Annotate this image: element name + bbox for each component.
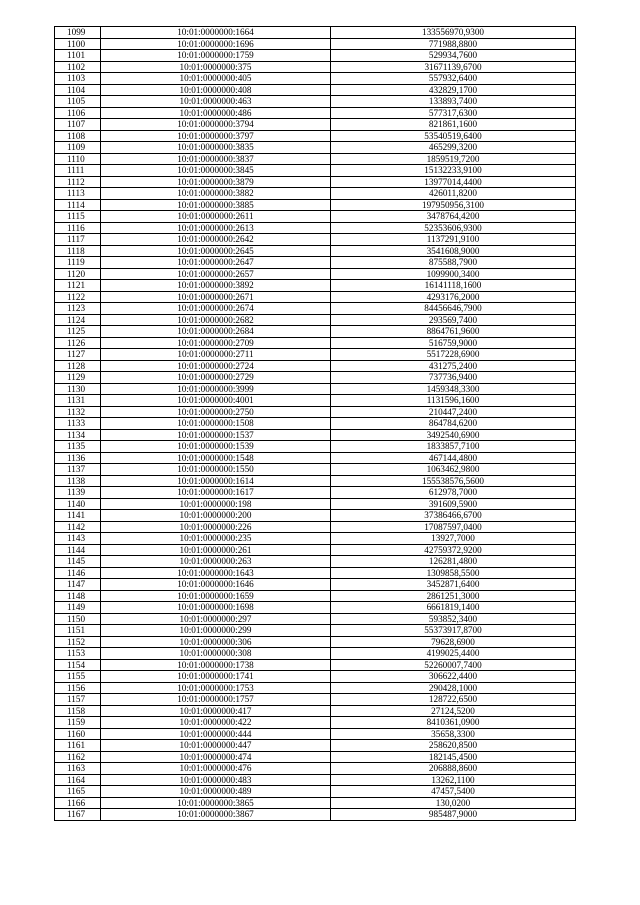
cadastral-number-cell: 10:01:0000000:417 — [101, 705, 331, 717]
row-number-cell: 1110 — [55, 153, 101, 165]
amount-cell: 293569,7400 — [331, 314, 576, 326]
row-number-cell: 1109 — [55, 142, 101, 154]
row-number-cell: 1118 — [55, 245, 101, 257]
cadastral-number-cell: 10:01:0000000:2750 — [101, 406, 331, 418]
row-number-cell: 1107 — [55, 119, 101, 131]
row-number-cell: 1145 — [55, 556, 101, 568]
table-row — [55, 510, 576, 522]
table-row — [55, 337, 576, 349]
table-row — [55, 280, 576, 292]
cadastral-number-cell: 10:01:0000000:3892 — [101, 280, 331, 292]
row-number-cell: 1130 — [55, 383, 101, 395]
cadastral-number-cell: 10:01:0000000:297 — [101, 613, 331, 625]
row-number-cell: 1133 — [55, 418, 101, 430]
amount-cell: 258620,8500 — [331, 740, 576, 752]
amount-cell: 206888,8600 — [331, 763, 576, 775]
amount-cell: 3478764,4200 — [331, 211, 576, 223]
row-number-cell: 1164 — [55, 774, 101, 786]
amount-cell: 391609,5900 — [331, 498, 576, 510]
table-row — [55, 130, 576, 142]
row-number-cell: 1156 — [55, 682, 101, 694]
row-number-cell: 1115 — [55, 211, 101, 223]
cadastral-number-cell: 10:01:0000000:3794 — [101, 119, 331, 131]
cadastral-number-cell: 10:01:0000000:4001 — [101, 395, 331, 407]
table-row — [55, 27, 576, 39]
cadastral-number-cell: 10:01:0000000:405 — [101, 73, 331, 85]
cadastral-number-cell: 10:01:0000000:3882 — [101, 188, 331, 200]
row-number-cell: 1129 — [55, 372, 101, 384]
cadastral-number-cell: 10:01:0000000:463 — [101, 96, 331, 108]
cadastral-number-cell: 10:01:0000000:3879 — [101, 176, 331, 188]
amount-cell: 985487,9000 — [331, 809, 576, 821]
table-row — [55, 498, 576, 510]
row-number-cell: 1139 — [55, 487, 101, 499]
amount-cell: 737736,9400 — [331, 372, 576, 384]
amount-cell: 1309858,5500 — [331, 567, 576, 579]
row-number-cell: 1131 — [55, 395, 101, 407]
amount-cell: 557932,6400 — [331, 73, 576, 85]
row-number-cell: 1151 — [55, 625, 101, 637]
table-row — [55, 717, 576, 729]
table-row — [55, 613, 576, 625]
table-row — [55, 659, 576, 671]
table-row — [55, 452, 576, 464]
amount-cell: 42759372,9200 — [331, 544, 576, 556]
table-row — [55, 671, 576, 683]
amount-cell: 210447,2400 — [331, 406, 576, 418]
table-row — [55, 38, 576, 50]
row-number-cell: 1126 — [55, 337, 101, 349]
cadastral-number-cell: 10:01:0000000:261 — [101, 544, 331, 556]
amount-cell: 53540519,6400 — [331, 130, 576, 142]
cadastral-number-cell: 10:01:0000000:2674 — [101, 303, 331, 315]
row-number-cell: 1127 — [55, 349, 101, 361]
cadastral-number-cell: 10:01:0000000:422 — [101, 717, 331, 729]
row-number-cell: 1157 — [55, 694, 101, 706]
row-number-cell: 1165 — [55, 786, 101, 798]
table-row — [55, 165, 576, 177]
row-number-cell: 1134 — [55, 429, 101, 441]
cadastral-number-cell: 10:01:0000000:1548 — [101, 452, 331, 464]
row-number-cell: 1137 — [55, 464, 101, 476]
cadastral-number-cell: 10:01:0000000:1550 — [101, 464, 331, 476]
table-row — [55, 360, 576, 372]
table-row — [55, 797, 576, 809]
row-number-cell: 1113 — [55, 188, 101, 200]
amount-cell: 17087597,0400 — [331, 521, 576, 533]
amount-cell: 1063462,9800 — [331, 464, 576, 476]
table-row — [55, 268, 576, 280]
cadastral-number-cell: 10:01:0000000:444 — [101, 728, 331, 740]
row-number-cell: 1150 — [55, 613, 101, 625]
row-number-cell: 1102 — [55, 61, 101, 73]
amount-cell: 577317,6300 — [331, 107, 576, 119]
amount-cell: 290428,1000 — [331, 682, 576, 694]
table-row — [55, 809, 576, 821]
table-row — [55, 740, 576, 752]
table-row — [55, 119, 576, 131]
amount-cell: 13262,1100 — [331, 774, 576, 786]
amount-cell: 2861251,3000 — [331, 590, 576, 602]
table-row — [55, 464, 576, 476]
cadastral-number-cell: 10:01:0000000:1537 — [101, 429, 331, 441]
amount-cell: 465299,3200 — [331, 142, 576, 154]
cadastral-number-cell: 10:01:0000000:2611 — [101, 211, 331, 223]
cadastral-number-cell: 10:01:0000000:2729 — [101, 372, 331, 384]
table-row — [55, 153, 576, 165]
amount-cell: 1859519,7200 — [331, 153, 576, 165]
row-number-cell: 1148 — [55, 590, 101, 602]
table-row — [55, 211, 576, 223]
cadastral-number-cell: 10:01:0000000:2711 — [101, 349, 331, 361]
amount-cell: 128722,6500 — [331, 694, 576, 706]
cadastral-number-cell: 10:01:0000000:1617 — [101, 487, 331, 499]
cadastral-number-cell: 10:01:0000000:200 — [101, 510, 331, 522]
row-number-cell: 1161 — [55, 740, 101, 752]
row-number-cell: 1112 — [55, 176, 101, 188]
cadastral-number-cell: 10:01:0000000:2642 — [101, 234, 331, 246]
amount-cell: 4199025,4400 — [331, 648, 576, 660]
cadastral-number-cell: 10:01:0000000:1664 — [101, 27, 331, 39]
row-number-cell: 1121 — [55, 280, 101, 292]
table-row — [55, 395, 576, 407]
row-number-cell: 1108 — [55, 130, 101, 142]
cadastral-number-cell: 10:01:0000000:3835 — [101, 142, 331, 154]
amount-cell: 1137291,9100 — [331, 234, 576, 246]
cadastral-number-cell: 10:01:0000000:483 — [101, 774, 331, 786]
table-row — [55, 625, 576, 637]
row-number-cell: 1132 — [55, 406, 101, 418]
table-row — [55, 544, 576, 556]
amount-cell: 133893,7400 — [331, 96, 576, 108]
cadastral-number-cell: 10:01:0000000:474 — [101, 751, 331, 763]
row-number-cell: 1143 — [55, 533, 101, 545]
row-number-cell: 1136 — [55, 452, 101, 464]
amount-cell: 182145,4500 — [331, 751, 576, 763]
cadastral-number-cell: 10:01:0000000:3865 — [101, 797, 331, 809]
amount-cell: 52260007,7400 — [331, 659, 576, 671]
data-table — [54, 26, 576, 821]
table-row — [55, 521, 576, 533]
amount-cell: 516759,9000 — [331, 337, 576, 349]
cadastral-number-cell: 10:01:0000000:1741 — [101, 671, 331, 683]
row-number-cell: 1123 — [55, 303, 101, 315]
table-row — [55, 257, 576, 269]
table-row — [55, 728, 576, 740]
row-number-cell: 1147 — [55, 579, 101, 591]
row-number-cell: 1122 — [55, 291, 101, 303]
cadastral-number-cell: 10:01:0000000:3885 — [101, 199, 331, 211]
amount-cell: 3452871,6400 — [331, 579, 576, 591]
cadastral-number-cell: 10:01:0000000:1757 — [101, 694, 331, 706]
table-row — [55, 326, 576, 338]
cadastral-number-cell: 10:01:0000000:3837 — [101, 153, 331, 165]
table-row — [55, 579, 576, 591]
cadastral-number-cell: 10:01:0000000:2682 — [101, 314, 331, 326]
row-number-cell: 1158 — [55, 705, 101, 717]
amount-cell: 6661819,1400 — [331, 602, 576, 614]
cadastral-number-cell: 10:01:0000000:308 — [101, 648, 331, 660]
cadastral-number-cell: 10:01:0000000:375 — [101, 61, 331, 73]
table-row — [55, 245, 576, 257]
table-row — [55, 61, 576, 73]
table-row — [55, 487, 576, 499]
row-number-cell: 1140 — [55, 498, 101, 510]
row-number-cell: 1152 — [55, 636, 101, 648]
amount-cell: 55373917,8700 — [331, 625, 576, 637]
amount-cell: 1099900,3400 — [331, 268, 576, 280]
amount-cell: 1833857,7100 — [331, 441, 576, 453]
row-number-cell: 1124 — [55, 314, 101, 326]
amount-cell: 27124,5200 — [331, 705, 576, 717]
table-body — [55, 27, 576, 821]
amount-cell: 3541608,9000 — [331, 245, 576, 257]
amount-cell: 875588,7900 — [331, 257, 576, 269]
row-number-cell: 1141 — [55, 510, 101, 522]
amount-cell: 84456646,7900 — [331, 303, 576, 315]
amount-cell: 4293176,2000 — [331, 291, 576, 303]
amount-cell: 52353606,9300 — [331, 222, 576, 234]
table-row — [55, 291, 576, 303]
cadastral-number-cell: 10:01:0000000:447 — [101, 740, 331, 752]
table-row — [55, 234, 576, 246]
row-number-cell: 1117 — [55, 234, 101, 246]
amount-cell: 821861,1600 — [331, 119, 576, 131]
amount-cell: 47457,5400 — [331, 786, 576, 798]
cadastral-number-cell: 10:01:0000000:1643 — [101, 567, 331, 579]
table-row — [55, 441, 576, 453]
table-row — [55, 533, 576, 545]
amount-cell: 13977014,4400 — [331, 176, 576, 188]
cadastral-number-cell: 10:01:0000000:263 — [101, 556, 331, 568]
amount-cell: 431275,2400 — [331, 360, 576, 372]
table-row — [55, 188, 576, 200]
row-number-cell: 1155 — [55, 671, 101, 683]
row-number-cell: 1125 — [55, 326, 101, 338]
cadastral-number-cell: 10:01:0000000:198 — [101, 498, 331, 510]
table-row — [55, 648, 576, 660]
amount-cell: 15132233,9100 — [331, 165, 576, 177]
row-number-cell: 1105 — [55, 96, 101, 108]
amount-cell: 1131596,1600 — [331, 395, 576, 407]
amount-cell: 130,0200 — [331, 797, 576, 809]
cadastral-number-cell: 10:01:0000000:408 — [101, 84, 331, 96]
table-row — [55, 786, 576, 798]
row-number-cell: 1116 — [55, 222, 101, 234]
row-number-cell: 1119 — [55, 257, 101, 269]
row-number-cell: 1162 — [55, 751, 101, 763]
cadastral-number-cell: 10:01:0000000:486 — [101, 107, 331, 119]
row-number-cell: 1167 — [55, 809, 101, 821]
cadastral-number-cell: 10:01:0000000:2684 — [101, 326, 331, 338]
cadastral-number-cell: 10:01:0000000:1508 — [101, 418, 331, 430]
cadastral-number-cell: 10:01:0000000:3867 — [101, 809, 331, 821]
cadastral-number-cell: 10:01:0000000:1753 — [101, 682, 331, 694]
row-number-cell: 1159 — [55, 717, 101, 729]
row-number-cell: 1163 — [55, 763, 101, 775]
table-row — [55, 429, 576, 441]
table-row — [55, 475, 576, 487]
amount-cell: 155538576,5600 — [331, 475, 576, 487]
cadastral-number-cell: 10:01:0000000:2657 — [101, 268, 331, 280]
table-row — [55, 50, 576, 62]
cadastral-number-cell: 10:01:0000000:3999 — [101, 383, 331, 395]
cadastral-number-cell: 10:01:0000000:489 — [101, 786, 331, 798]
amount-cell: 5517228,6900 — [331, 349, 576, 361]
table-row — [55, 199, 576, 211]
row-number-cell: 1144 — [55, 544, 101, 556]
amount-cell: 529934,7600 — [331, 50, 576, 62]
amount-cell: 426011,8200 — [331, 188, 576, 200]
table-row — [55, 682, 576, 694]
cadastral-number-cell: 10:01:0000000:2613 — [101, 222, 331, 234]
table-row — [55, 84, 576, 96]
cadastral-number-cell: 10:01:0000000:3797 — [101, 130, 331, 142]
table-row — [55, 567, 576, 579]
table-row — [55, 602, 576, 614]
amount-cell: 771988,8800 — [331, 38, 576, 50]
table-row — [55, 556, 576, 568]
amount-cell: 8864761,9600 — [331, 326, 576, 338]
cadastral-number-cell: 10:01:0000000:2709 — [101, 337, 331, 349]
table-row — [55, 142, 576, 154]
table-row — [55, 222, 576, 234]
row-number-cell: 1128 — [55, 360, 101, 372]
row-number-cell: 1135 — [55, 441, 101, 453]
row-number-cell: 1099 — [55, 27, 101, 39]
cadastral-number-cell: 10:01:0000000:1646 — [101, 579, 331, 591]
table-row — [55, 107, 576, 119]
cadastral-number-cell: 10:01:0000000:476 — [101, 763, 331, 775]
cadastral-number-cell: 10:01:0000000:1659 — [101, 590, 331, 602]
cadastral-number-cell: 10:01:0000000:2671 — [101, 291, 331, 303]
row-number-cell: 1104 — [55, 84, 101, 96]
cadastral-number-cell: 10:01:0000000:3845 — [101, 165, 331, 177]
table-row — [55, 590, 576, 602]
row-number-cell: 1103 — [55, 73, 101, 85]
row-number-cell: 1114 — [55, 199, 101, 211]
table-row — [55, 383, 576, 395]
row-number-cell: 1106 — [55, 107, 101, 119]
row-number-cell: 1101 — [55, 50, 101, 62]
table-row — [55, 636, 576, 648]
table-row — [55, 705, 576, 717]
table-row — [55, 73, 576, 85]
amount-cell: 13927,7000 — [331, 533, 576, 545]
cadastral-number-cell: 10:01:0000000:1759 — [101, 50, 331, 62]
table-row — [55, 774, 576, 786]
cadastral-number-cell: 10:01:0000000:235 — [101, 533, 331, 545]
amount-cell: 133556970,9300 — [331, 27, 576, 39]
row-number-cell: 1146 — [55, 567, 101, 579]
amount-cell: 35658,3300 — [331, 728, 576, 740]
amount-cell: 37386466,6700 — [331, 510, 576, 522]
table-row — [55, 406, 576, 418]
amount-cell: 79628,6900 — [331, 636, 576, 648]
row-number-cell: 1149 — [55, 602, 101, 614]
amount-cell: 8410361,0900 — [331, 717, 576, 729]
amount-cell: 3492540,6900 — [331, 429, 576, 441]
amount-cell: 16141118,1600 — [331, 280, 576, 292]
row-number-cell: 1120 — [55, 268, 101, 280]
amount-cell: 612978,7000 — [331, 487, 576, 499]
table-row — [55, 751, 576, 763]
row-number-cell: 1160 — [55, 728, 101, 740]
row-number-cell: 1154 — [55, 659, 101, 671]
cadastral-number-cell: 10:01:0000000:2724 — [101, 360, 331, 372]
table-row — [55, 303, 576, 315]
table-row — [55, 96, 576, 108]
amount-cell: 31671139,6700 — [331, 61, 576, 73]
table-row — [55, 314, 576, 326]
cadastral-number-cell: 10:01:0000000:1698 — [101, 602, 331, 614]
table-row — [55, 349, 576, 361]
cadastral-number-cell: 10:01:0000000:299 — [101, 625, 331, 637]
table-row — [55, 372, 576, 384]
cadastral-number-cell: 10:01:0000000:306 — [101, 636, 331, 648]
amount-cell: 593852,3400 — [331, 613, 576, 625]
cadastral-number-cell: 10:01:0000000:226 — [101, 521, 331, 533]
table-row — [55, 694, 576, 706]
cadastral-number-cell: 10:01:0000000:2647 — [101, 257, 331, 269]
cadastral-number-cell: 10:01:0000000:1614 — [101, 475, 331, 487]
table-row — [55, 763, 576, 775]
row-number-cell: 1138 — [55, 475, 101, 487]
row-number-cell: 1153 — [55, 648, 101, 660]
table-row — [55, 418, 576, 430]
cadastral-number-cell: 10:01:0000000:1696 — [101, 38, 331, 50]
table-row — [55, 176, 576, 188]
row-number-cell: 1111 — [55, 165, 101, 177]
amount-cell: 864784,6200 — [331, 418, 576, 430]
row-number-cell: 1142 — [55, 521, 101, 533]
row-number-cell: 1166 — [55, 797, 101, 809]
amount-cell: 126281,4800 — [331, 556, 576, 568]
amount-cell: 197950956,3100 — [331, 199, 576, 211]
amount-cell: 1459348,3300 — [331, 383, 576, 395]
amount-cell: 467144,4800 — [331, 452, 576, 464]
cadastral-number-cell: 10:01:0000000:1738 — [101, 659, 331, 671]
cadastral-number-cell: 10:01:0000000:2645 — [101, 245, 331, 257]
row-number-cell: 1100 — [55, 38, 101, 50]
amount-cell: 306622,4400 — [331, 671, 576, 683]
amount-cell: 432829,1700 — [331, 84, 576, 96]
cadastral-number-cell: 10:01:0000000:1539 — [101, 441, 331, 453]
